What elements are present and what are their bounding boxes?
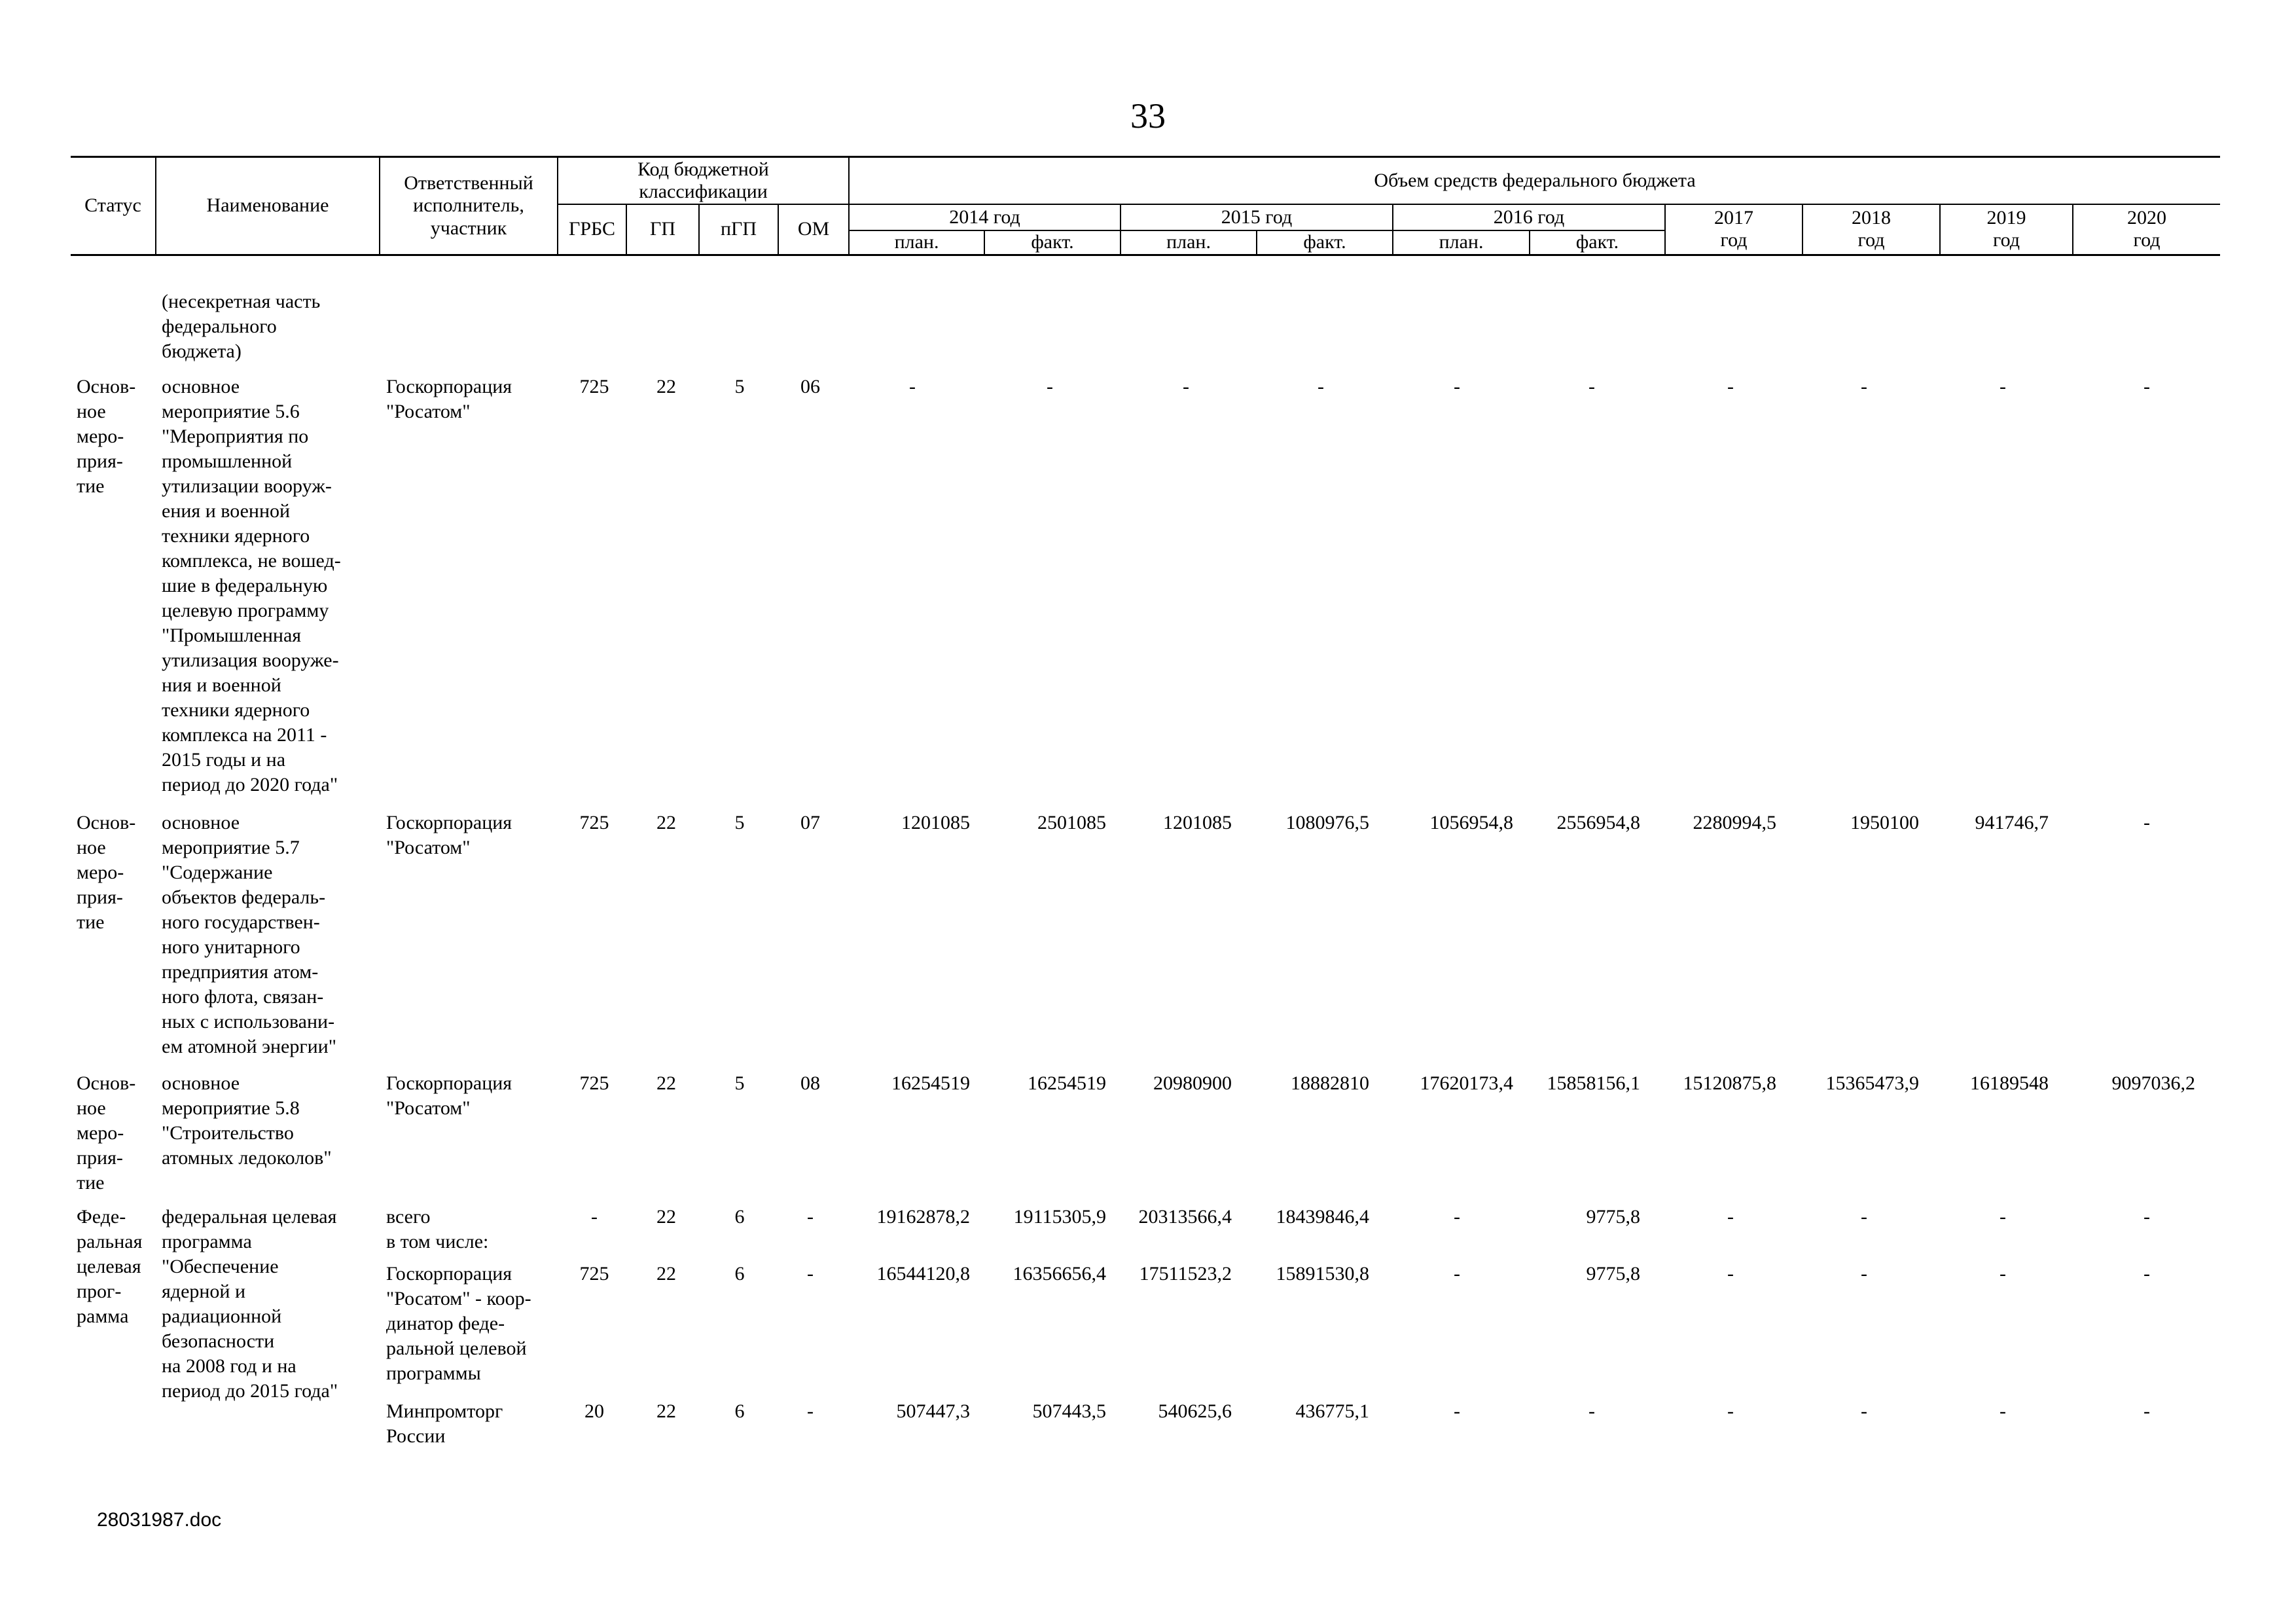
header-fact-2014: факт. [984,230,1121,255]
value-cell: 16189548 [1970,1072,2049,1094]
value-cell: 9097036,2 [2111,1072,2195,1094]
code-om: 06 [800,376,820,397]
row-name: основное мероприятие 5.8 "Строительство атомных ледоколов" [162,1072,332,1169]
value-cell: - [1588,376,1595,397]
page-number: 33 [1130,96,1166,136]
value-cell: - [1861,1400,1867,1422]
header-fact-2015: факт. [1257,230,1393,255]
code-pgp: 6 [734,1263,745,1285]
value-cell: 436775,1 [1295,1400,1369,1422]
code-gp: 22 [656,812,676,833]
header-status: Статус [71,157,156,255]
value-cell: - [1727,1263,1734,1285]
header-plan-2015: план. [1121,230,1257,255]
row-name: основное мероприятие 5.7 "Содержание объектов федераль- ного государствен- ного унитарного предприятия атом- ного флота, связан- ных с использовани- ем атомной энергии" [162,812,336,1057]
table-header [71,156,2220,256]
code-grbs: 725 [579,1072,609,1094]
row-executor: Госкорпорация "Росатом" - коор- динатор феде- ральной целевой программы [386,1263,531,1384]
row-name: федеральная целевая программа "Обеспечение ядерной и радиационной безопасности на 2008 год и на период до 2015 года" [162,1206,338,1402]
value-cell: - [1183,376,1189,397]
header-year-2020: 2020 год [2073,204,2220,255]
value-cell: 18439846,4 [1276,1206,1369,1228]
header-year-2018: 2018 год [1803,204,1940,255]
value-cell: - [1454,1263,1460,1285]
value-cell: 15120875,8 [1683,1072,1776,1094]
value-cell: - [2144,812,2150,833]
header-volume: Объем средств федерального бюджета [849,157,2220,205]
value-cell: - [2000,1206,2006,1228]
continuation-note: (несекретная часть федерального бюджета) [162,291,321,362]
value-cell: - [1454,1206,1460,1228]
header-name: Наименование [156,157,380,255]
value-cell: - [1454,1400,1460,1422]
value-cell: 1056954,8 [1429,812,1513,833]
code-gp: 22 [656,376,676,397]
value-cell: 19162878,2 [876,1206,970,1228]
value-cell: - [2144,1400,2150,1422]
value-cell: 941746,7 [1975,812,2049,833]
value-cell: - [2000,1263,2006,1285]
code-pgp: 6 [734,1206,745,1228]
row-status: Основ- ное меро- прия- тие [77,812,136,933]
value-cell: 17511523,2 [1139,1263,1232,1285]
code-grbs: 725 [579,376,609,397]
header-plan-2014: план. [849,230,984,255]
code-om: - [807,1206,814,1228]
code-pgp: 5 [734,812,745,833]
value-cell: - [1047,376,1053,397]
value-cell: - [1861,1263,1867,1285]
code-gp: 22 [656,1400,676,1422]
code-grbs: 725 [579,812,609,833]
value-cell: - [2144,376,2150,397]
value-cell: - [2000,376,2006,397]
row-executor: Минпромторг России [386,1400,503,1447]
code-om: 07 [800,812,820,833]
header-pgp: пГП [699,204,778,255]
value-cell: 1080976,5 [1285,812,1369,833]
value-cell: - [1588,1400,1595,1422]
code-pgp: 5 [734,376,745,397]
header-fact-2016: факт. [1530,230,1665,255]
value-cell: 20313566,4 [1138,1206,1232,1228]
value-cell: 507443,5 [1032,1400,1106,1422]
value-cell: 1201085 [901,812,970,833]
header-plan-2016: план. [1393,230,1530,255]
footer-document-id: 28031987.doc [97,1509,222,1531]
row-status: Основ- ное меро- прия- тие [77,376,136,497]
value-cell: 16356656,4 [1013,1263,1106,1285]
value-cell: - [1861,1206,1867,1228]
header-year-2015: 2015 год [1121,204,1393,230]
header-executor: Ответственный исполнитель, участник [380,157,558,255]
header-year-2019: 2019 год [1940,204,2073,255]
value-cell: 9775,8 [1586,1263,1640,1285]
row-status: Основ- ное меро- прия- тие [77,1072,136,1194]
value-cell: - [1727,376,1734,397]
header-year-2016: 2016 год [1393,204,1665,230]
header-year-2017: 2017 год [1665,204,1803,255]
value-cell: 507447,3 [896,1400,970,1422]
value-cell: 15365473,9 [1825,1072,1919,1094]
header-om: ОМ [778,204,849,255]
header-year-2014: 2014 год [849,204,1121,230]
header-budget-code: Код бюджетной классификации [558,157,849,205]
value-cell: 9775,8 [1586,1206,1640,1228]
row-status: Феде- ральная целевая прог- рамма [77,1206,143,1327]
code-grbs: - [591,1206,598,1228]
code-gp: 22 [656,1072,676,1094]
value-cell: 2280994,5 [1693,812,1776,833]
value-cell: 1950100 [1850,812,1919,833]
value-cell: 15891530,8 [1276,1263,1369,1285]
header-gp: ГП [626,204,699,255]
header-grbs: ГРБС [558,204,626,255]
value-cell: - [2144,1206,2150,1228]
code-om: 08 [800,1072,820,1094]
value-cell: - [1454,376,1460,397]
row-executor: Госкорпорация "Росатом" [386,1072,512,1119]
code-gp: 22 [656,1206,676,1228]
value-cell: - [1318,376,1324,397]
value-cell: 2556954,8 [1556,812,1640,833]
value-cell: 17620173,4 [1420,1072,1513,1094]
code-grbs: 725 [579,1263,609,1285]
value-cell: - [2000,1400,2006,1422]
code-gp: 22 [656,1263,676,1285]
value-cell: 540625,6 [1158,1400,1232,1422]
value-cell: 15858156,1 [1547,1072,1640,1094]
code-grbs: 20 [584,1400,604,1422]
value-cell: 16254519 [1028,1072,1106,1094]
value-cell: 18882810 [1291,1072,1369,1094]
value-cell: 16544120,8 [876,1263,970,1285]
code-pgp: 5 [734,1072,745,1094]
value-cell: - [1861,376,1867,397]
value-cell: - [1727,1400,1734,1422]
code-om: - [807,1263,814,1285]
code-pgp: 6 [734,1400,745,1422]
row-executor: Госкорпорация "Росатом" [386,376,512,422]
code-om: - [807,1400,814,1422]
value-cell: 1201085 [1163,812,1232,833]
value-cell: - [1727,1206,1734,1228]
row-executor: всего в том числе: [386,1206,489,1252]
value-cell: - [909,376,916,397]
value-cell: - [2144,1263,2150,1285]
value-cell: 2501085 [1037,812,1106,833]
value-cell: 19115305,9 [1013,1206,1106,1228]
row-name: основное мероприятие 5.6 "Мероприятия по промышленной утилизации вооруж- ения и военной техники ядерного комплекса, не вошед- шие в федеральную целевую программу "Промышленная утилизация вооруже- ния и военной техники ядерного комплекса на 2011 - 2015 годы и на период до 2020 года" [162,376,341,795]
value-cell: 16254519 [891,1072,970,1094]
row-executor: Госкорпорация "Росатом" [386,812,512,858]
value-cell: 20980900 [1153,1072,1232,1094]
